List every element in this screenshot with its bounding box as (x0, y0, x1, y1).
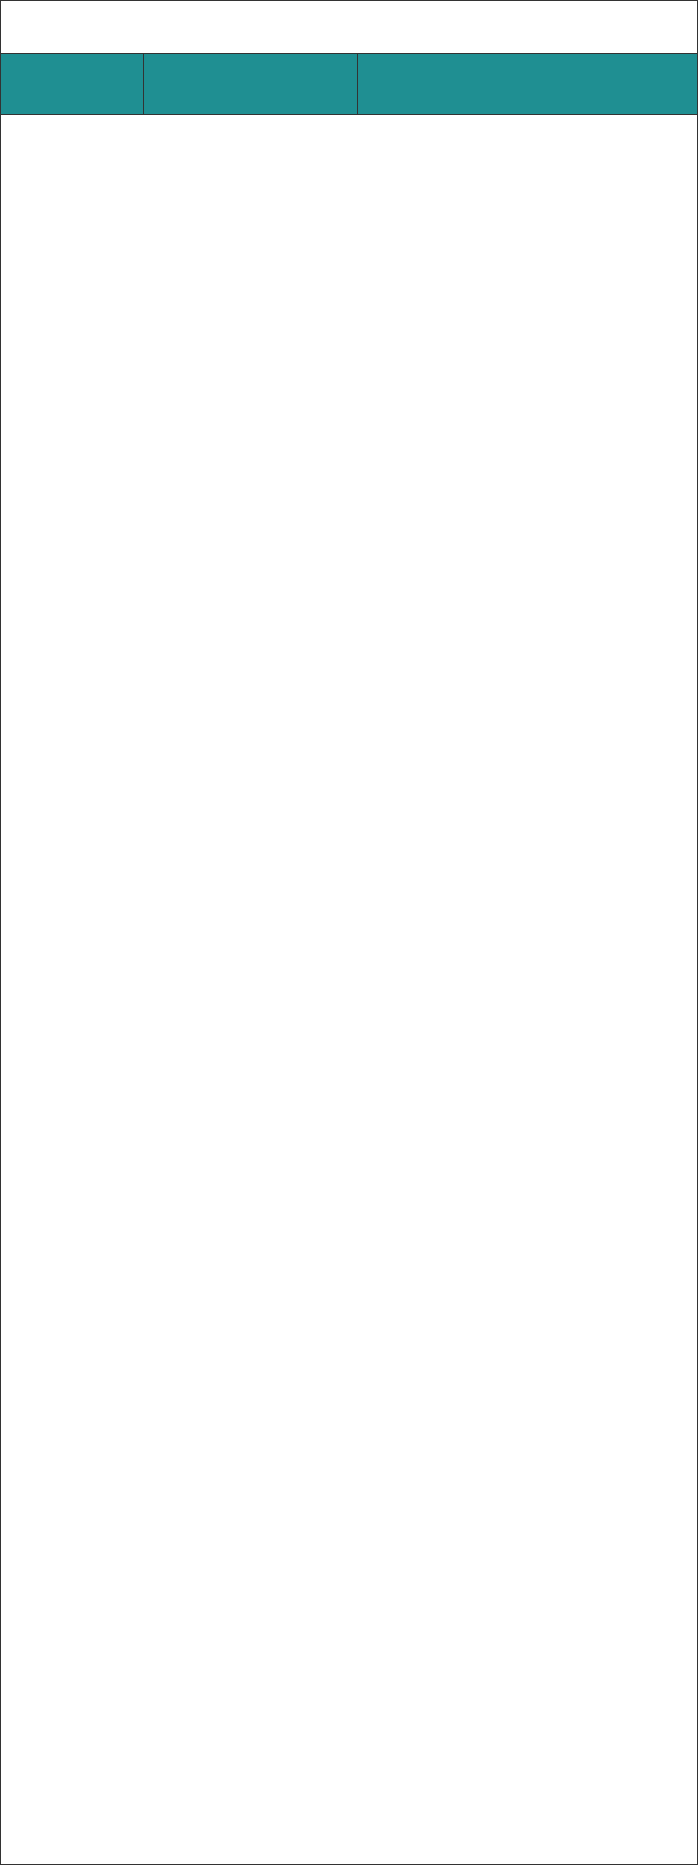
table-header (1, 54, 697, 115)
header-significance (358, 54, 697, 114)
page-title (1, 1, 697, 54)
header-items (144, 54, 358, 114)
header-category (1, 54, 144, 114)
